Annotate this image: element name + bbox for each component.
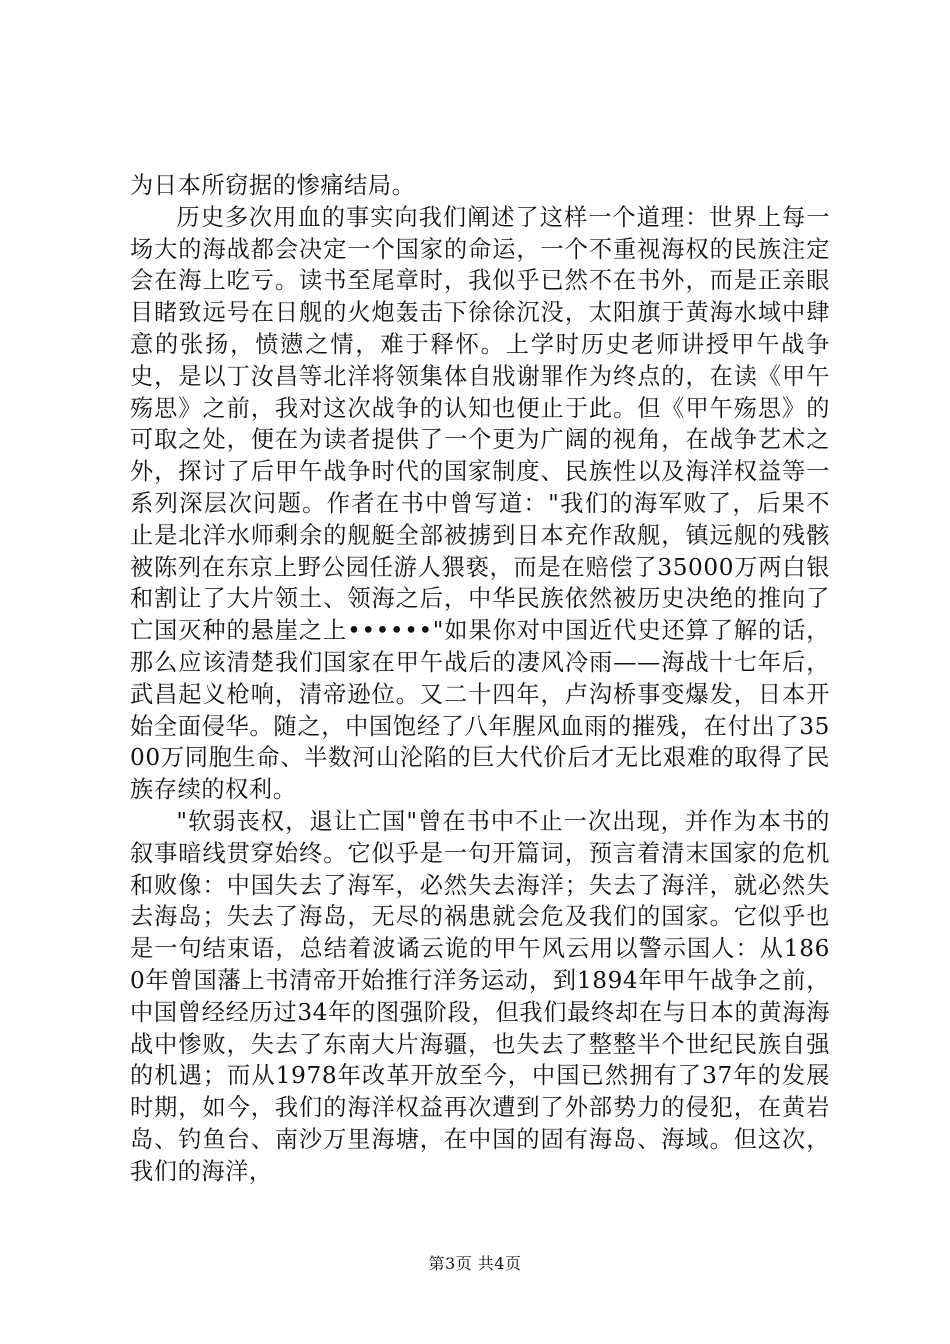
document-body (130, 170, 830, 1188)
paragraph-weakness-theme: "软弱丧权，退让亡国"曾在书中不止一次出现，并作为本书的叙事暗线贯穿始终。它似乎是一句开篇词，预言着清末国家的危机和败像：中国失去了海军，必然失去海洋；失去了海洋，就必然失去海岛；失去了海岛，无尽的祸患就会危及我们的国家。它似乎也是一句结束语，总结着波谲云诡的甲午风云用以警示国人：从1860年曾国藩上书清帝开始推行洋务运动，到1894年甲午战争之前，中国曾经经历过34年的图强阶段，但我们最终却在与日本的黄海海战中惨败，失去了东南大片海疆，也失去了整整半个世纪民族自强的机遇；而从1978年改革开放至今，中国已然拥有了37年的发展时期，如今，我们的海洋权益再次遭到了外部势力的侵犯，在黄岩岛、钓鱼台、南沙万里海塘，在中国的固有海岛、海域。但这次，我们的海洋， (130, 807, 830, 1185)
paragraph-history-lesson: 历史多次用血的事实向我们阐述了这样一个道理：世界上每一场大的海战都会决定一个国家的命运，一个不重视海权的民族注定会在海上吃亏。读书至尾章时，我似乎已然不在书外，而是正亲眼目睹致远号在日舰的火炮轰击下徐徐沉没，太阳旗于黄海水域中肆意的张扬，愤懑之情，难于释怀。上学时历史老师讲授甲午战争史，是以丁汝昌等北洋将领集体自戕谢罪作为终点的，在读《甲午殇思》之前，我对这次战争的认知也便止于此。但《甲午殇思》的可取之处，便在为读者提供了一个更为广阔的视角，在战争艺术之外，探讨了后甲午战争时代的国家制度、民族性以及海洋权益等一系列深层次问题。作者在书中曾写道："我们的海军败了，后果不止是北洋水师剩余的舰艇全部被掳到日本充作敌舰，镇远舰的残骸被陈列在东京上野公园任游人猥亵，而是在赔偿了35000万两白银和割让了大片领土、领海之后，中华民族依然被历史决绝的推向了亡国灭种的悬崖之上••••••"如果你对中国近代史还算了解的话，那么应该清楚我们国家在甲午战后的凄风冷雨——海战十七年后，武昌起义枪响，清帝逊位。又二十四年，卢沟桥事变爆发，日本开始全面侵华。随之，中国饱经了八年腥风血雨的摧残，在付出了3500万同胞生命、半数河山沦陷的巨大代价后才无比艰难的取得了民族存续的权利。 (130, 203, 830, 804)
page-number-label: 第3页 共4页 (428, 1254, 522, 1273)
page-footer (0, 1251, 950, 1274)
paragraph-continuation: 为日本所窃据的惨痛结局。 (130, 172, 416, 199)
